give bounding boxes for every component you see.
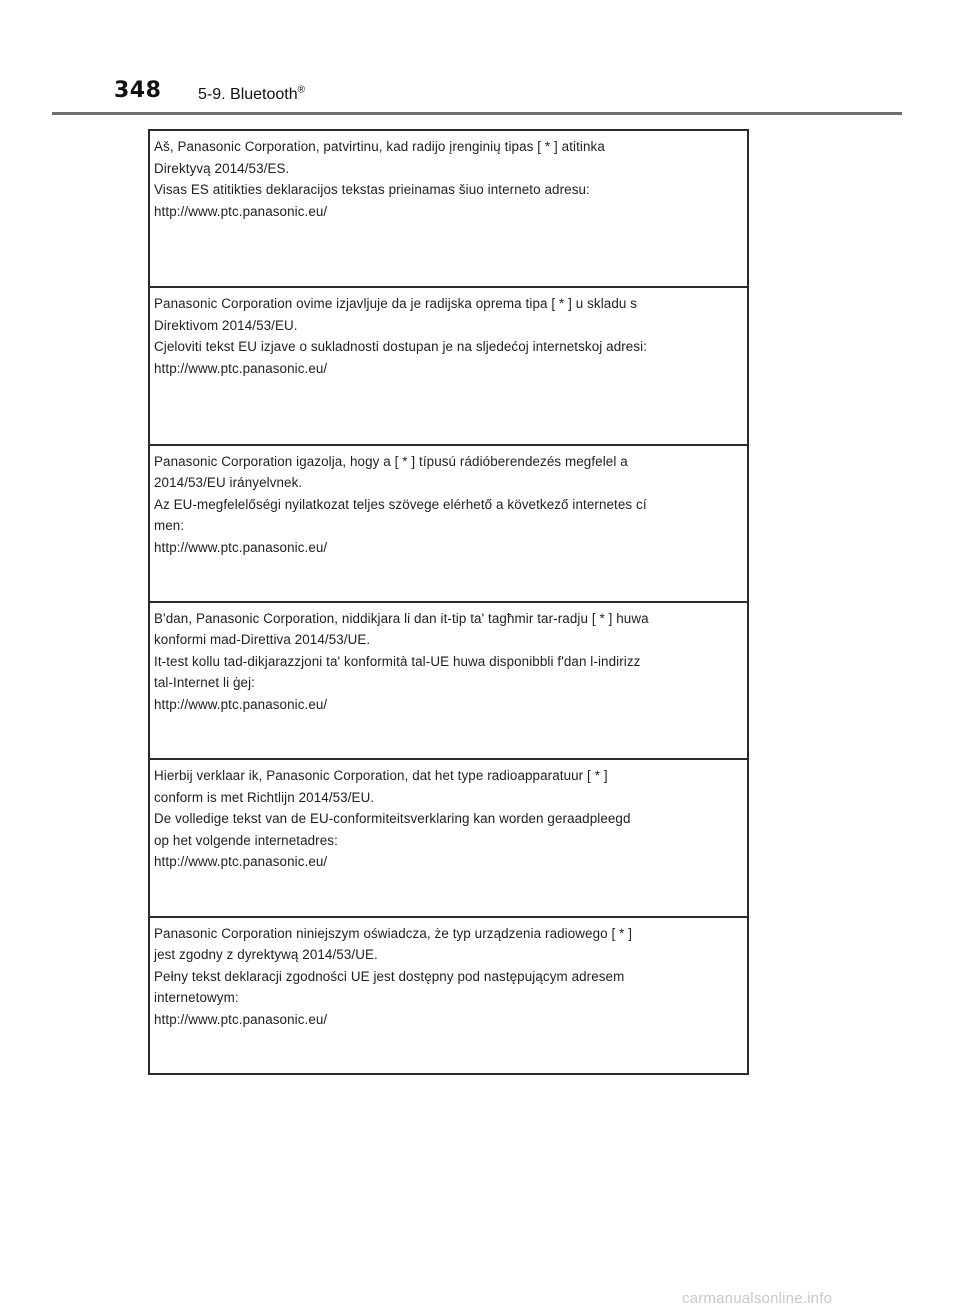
declaration-cell — [150, 918, 747, 1073]
declaration-url: http://www.ptc.panasonic.eu/ — [154, 1011, 328, 1027]
declaration-cell — [150, 131, 747, 288]
page-number: 348 — [114, 78, 162, 103]
declaration-line: Panasonic Corporation niniejszym oświadcza, że typ urządzenia radiowego [ * ] — [154, 925, 633, 941]
section-title-text: 5-9. Bluetooth — [198, 86, 298, 103]
header-divider — [52, 112, 902, 115]
declaration-line: konformi mad-Direttiva 2014/53/UE. — [154, 632, 371, 648]
declaration-url: http://www.ptc.panasonic.eu/ — [154, 696, 328, 712]
declaration-line: Cjeloviti tekst EU izjave o sukladnosti dostupan je na sljedećoj internetskoj adresi: — [154, 339, 648, 355]
declaration-line: Panasonic Corporation igazolja, hogy a [ * ] típusú rádióberendezés megfelel a — [154, 453, 628, 469]
declaration-line: op het volgende internetadres: — [154, 832, 338, 848]
section-title — [198, 86, 305, 104]
declaration-line: tal-Internet li ġej: — [154, 675, 255, 691]
declaration-line: Aš, Panasonic Corporation, patvirtinu, kad radijo įrenginių tipas [ * ] atitinka — [154, 139, 605, 154]
declaration-line: Pełny tekst deklaracji zgodności UE jest dostępny pod następującym adresem — [154, 968, 625, 984]
declaration-line: B'dan, Panasonic Corporation, niddikjara li dan it-tip ta' tagħmir tar-radju [ * ] huwa — [154, 610, 649, 626]
declaration-url: http://www.ptc.panasonic.eu/ — [154, 854, 328, 870]
declaration-url: http://www.ptc.panasonic.eu/ — [154, 203, 328, 219]
declaration-table — [148, 129, 749, 1075]
declaration-line: 2014/53/EU irányelvnek. — [154, 475, 303, 491]
declaration-line: Direktivom 2014/53/EU. — [154, 317, 298, 333]
declaration-line: Direktyvą 2014/53/ES. — [154, 160, 290, 176]
declaration-cell — [150, 446, 747, 603]
declaration-line: Visas ES atitikties deklaracijos tekstas prieinamas šiuo interneto adresu: — [154, 182, 590, 197]
footer-watermark: carmanualsonline.info — [682, 1290, 833, 1307]
declaration-url: http://www.ptc.panasonic.eu/ — [154, 539, 328, 555]
page-header — [0, 0, 960, 120]
declaration-line: Panasonic Corporation ovime izjavljuje da je radijska oprema tipa [ * ] u skladu s — [154, 296, 638, 312]
declaration-line: men: — [154, 518, 185, 534]
declaration-line: jest zgodny z dyrektywą 2014/53/UE. — [154, 947, 378, 963]
registered-mark: ® — [297, 84, 305, 96]
declaration-line: Az EU-megfelelőségi nyilatkozat teljes szövege elérhető a következő internetes cí — [154, 496, 647, 512]
declaration-line: It-test kollu tad-dikjarazzjoni ta' konformità tal-UE huwa disponibbli f'dan l-indirizz — [154, 653, 641, 669]
declaration-line: conform is met Richtlijn 2014/53/EU. — [154, 789, 375, 805]
declaration-url: http://www.ptc.panasonic.eu/ — [154, 360, 328, 376]
declaration-cell — [150, 760, 747, 917]
declaration-cell — [150, 288, 747, 445]
declaration-line: internetowym: — [154, 990, 239, 1006]
declaration-line: Hierbij verklaar ik, Panasonic Corporation, dat het type radioapparatuur [ * ] — [154, 768, 608, 784]
declaration-cell — [150, 603, 747, 760]
declaration-line: De volledige tekst van de EU-conformiteitsverklaring kan worden geraadpleegd — [154, 811, 631, 827]
